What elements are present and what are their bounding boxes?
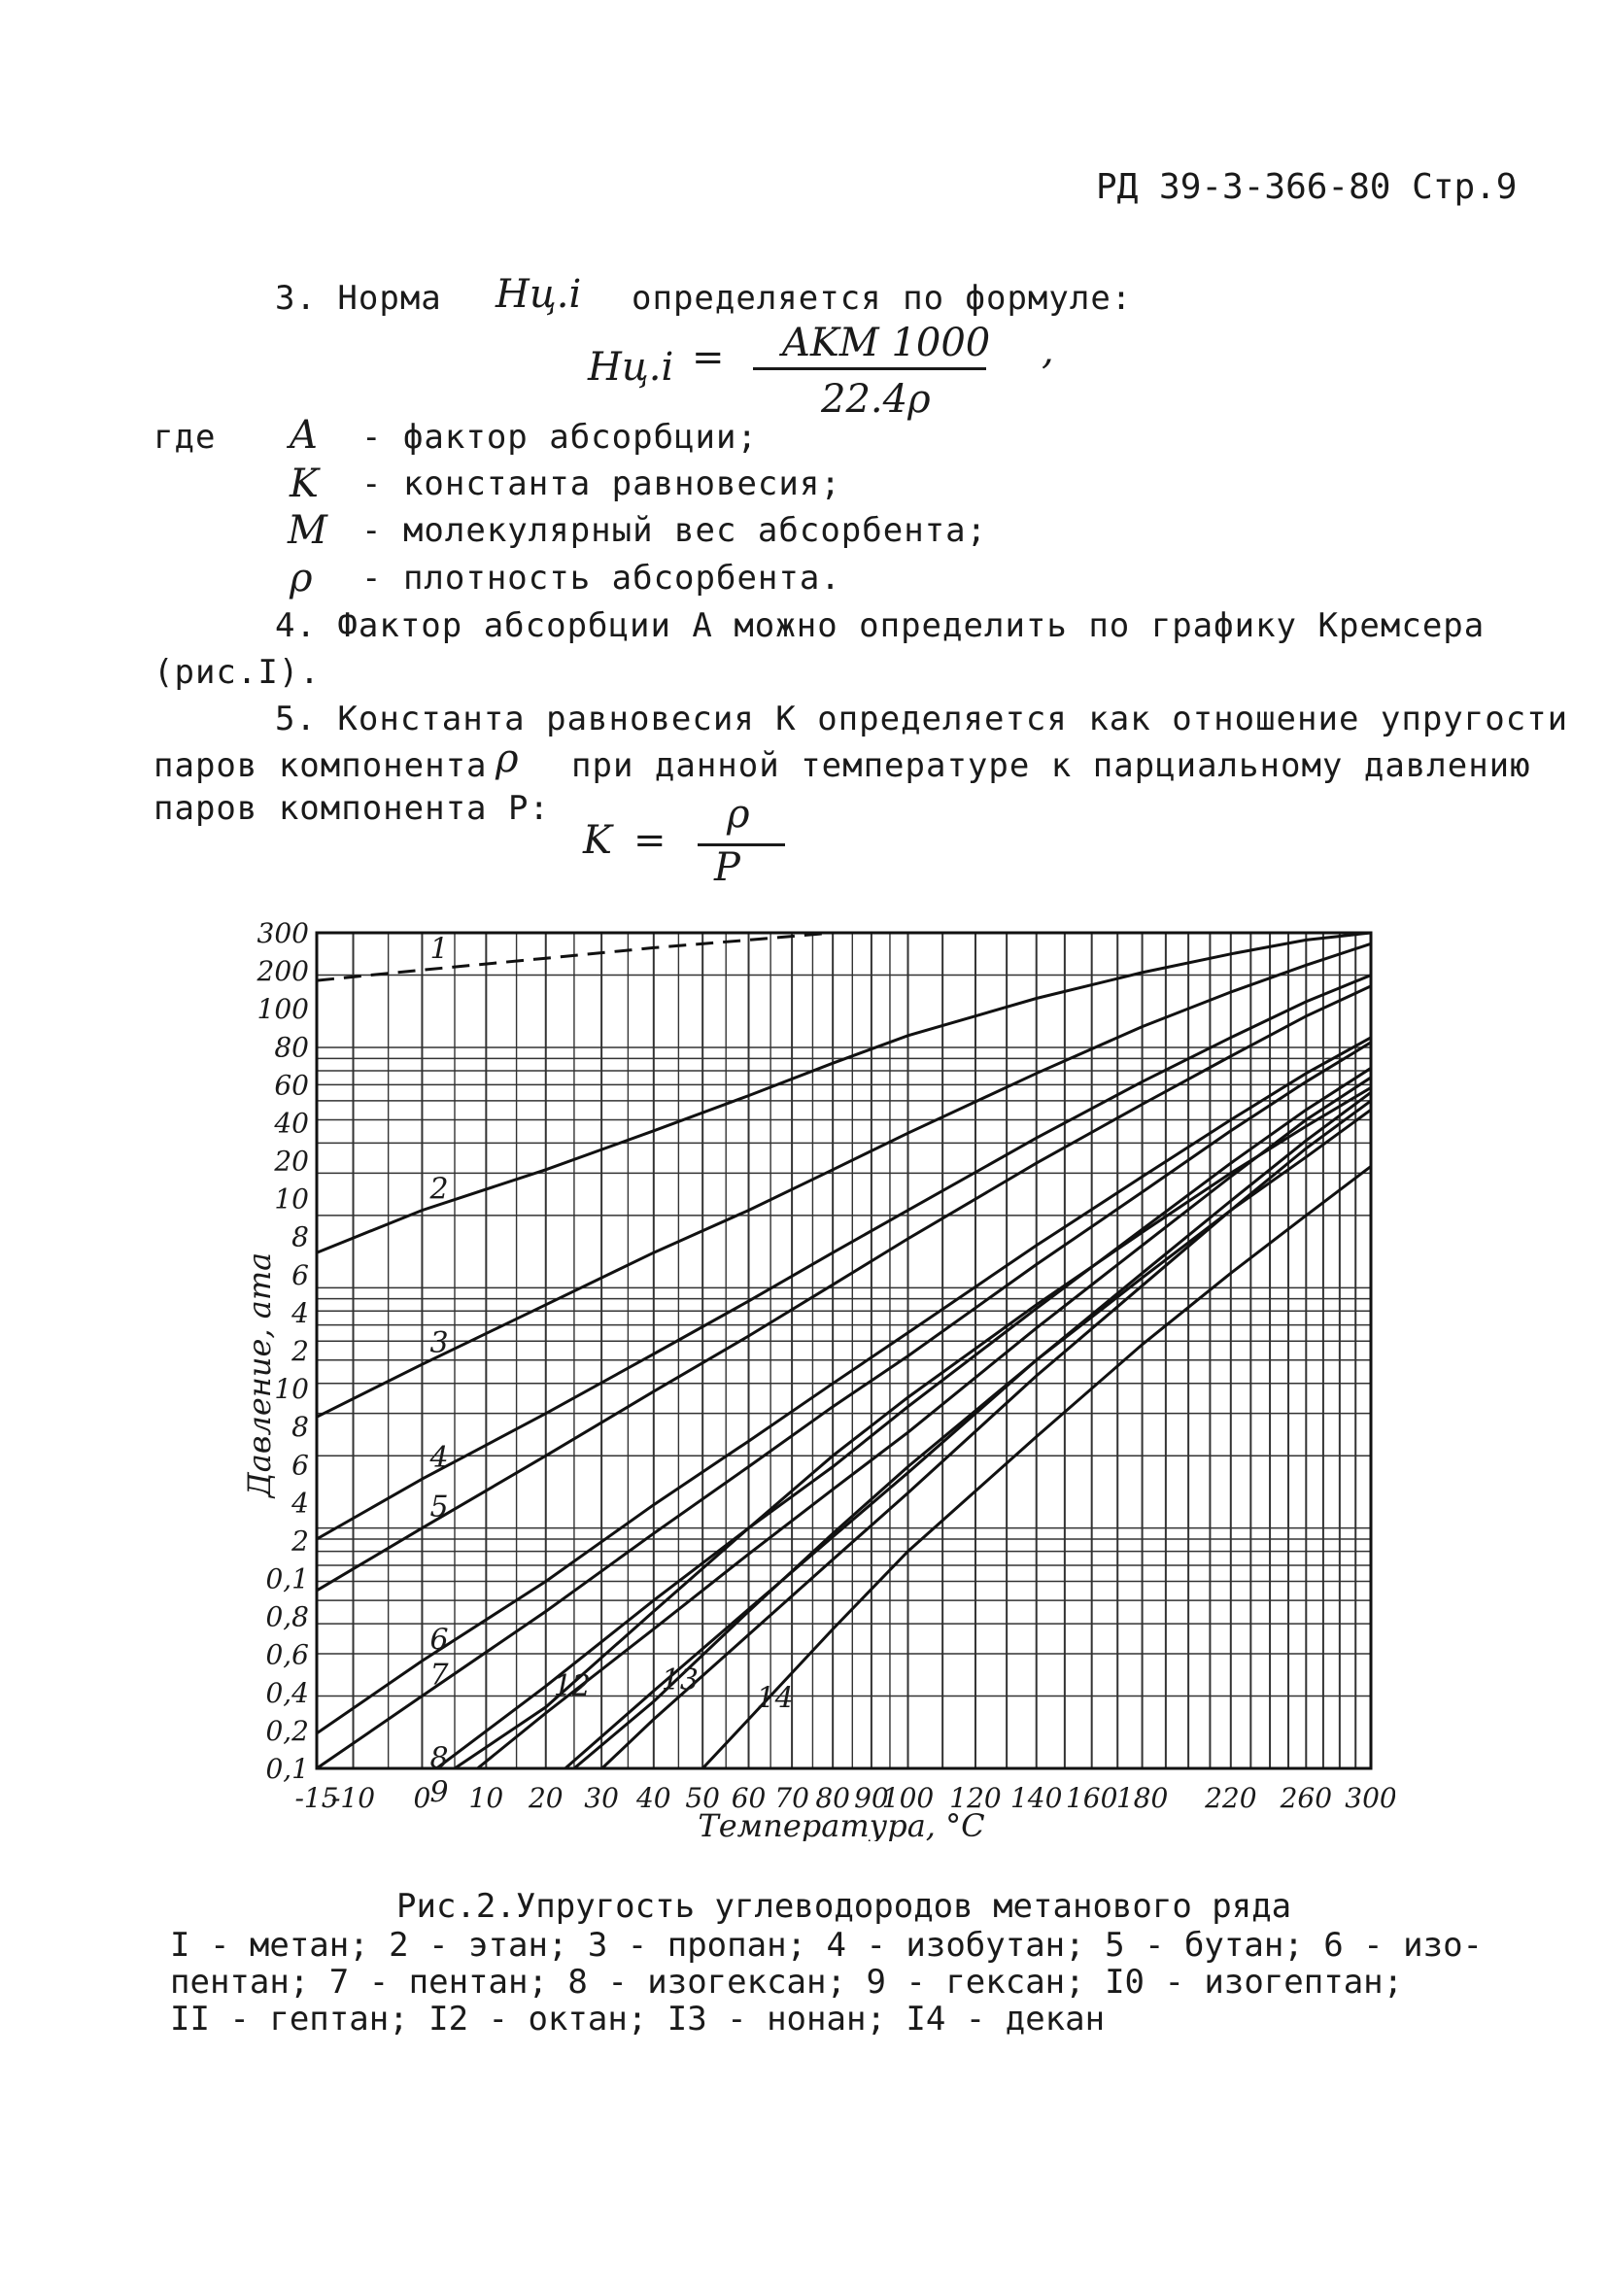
item5-rho-symbol: ρ xyxy=(496,737,519,781)
y-tick-label: 6 xyxy=(291,1258,309,1291)
y-tick-label: 2 xyxy=(291,1335,309,1367)
series-label-9: 9 xyxy=(429,1775,449,1810)
where-word: где xyxy=(154,418,217,457)
item3-tail: определяется по формуле: xyxy=(632,279,1133,318)
series-label-2: 2 xyxy=(429,1172,449,1207)
x-tick-label: 50 xyxy=(685,1782,720,1814)
item3-intro: 3. Норма xyxy=(275,279,442,318)
y-tick-label: 0,8 xyxy=(265,1600,309,1633)
formula2-lhs: K xyxy=(583,818,612,863)
series-label-7: 7 xyxy=(429,1658,449,1693)
y-tick-label: 300 xyxy=(256,918,309,949)
y-tick-label: 10 xyxy=(274,1373,309,1406)
formula1-numerator: AKM 1000 xyxy=(782,321,991,365)
x-tick-label: 100 xyxy=(881,1782,935,1814)
series-label-3: 3 xyxy=(429,1326,449,1361)
y-tick-label: 80 xyxy=(274,1031,309,1064)
x-tick-label: 20 xyxy=(528,1782,564,1814)
where-symbol-m: M xyxy=(288,508,327,553)
series-line-11 xyxy=(317,1101,1371,1841)
y-tick-label: 4 xyxy=(291,1487,309,1520)
item5-line1: 5. Константа равновесия K определяется как отношение упругости xyxy=(275,700,1569,738)
series-label-4: 4 xyxy=(429,1441,449,1476)
x-tick-label: 10 xyxy=(468,1782,504,1814)
y-tick-label: 0,4 xyxy=(265,1676,309,1709)
y-tick-label: 10 xyxy=(274,1182,309,1216)
caption-legend-line2: пентан; 7 - пентан; 8 - изогексан; 9 - гексан; I0 - изогептан; xyxy=(170,1963,1404,2002)
series-label-5: 5 xyxy=(429,1490,449,1525)
formula2-denominator: P xyxy=(714,845,740,890)
chart-y-axis-label: Давление, ата xyxy=(241,1251,278,1498)
y-tick-label: 60 xyxy=(274,1069,309,1102)
formula1-denominator: 22.4ρ xyxy=(821,377,931,422)
x-tick-label: 180 xyxy=(1115,1782,1169,1814)
where-symbol-a: A xyxy=(290,413,318,458)
x-tick-label: 260 xyxy=(1280,1782,1333,1814)
x-tick-label: 30 xyxy=(584,1782,619,1814)
chart-series-labels xyxy=(428,932,793,1841)
formula1-lhs: Hц.i xyxy=(588,345,674,390)
vapor-pressure-chart xyxy=(220,918,1395,1845)
x-tick-label: 300 xyxy=(1345,1782,1395,1814)
series-label-12: 12 xyxy=(553,1668,591,1703)
formula2-numerator: ρ xyxy=(727,792,750,837)
y-tick-label: 0,1 xyxy=(265,1753,309,1785)
y-tick-label: 0,1 xyxy=(265,1562,309,1595)
figure-caption-title: Рис.2.Упругость углеводородов метанового ряда xyxy=(396,1887,1292,1926)
x-tick-label: 0 xyxy=(413,1782,431,1814)
y-tick-label: 8 xyxy=(291,1411,309,1444)
item4-line2: (рис.I). xyxy=(154,653,321,692)
item4-line1: 4. Фактор абсорбции A можно определить по графику Кремсера xyxy=(275,606,1486,645)
chart-x-axis-label: Температура, °C xyxy=(698,1807,985,1841)
series-line-10 xyxy=(317,1092,1371,1841)
y-tick-label: 2 xyxy=(291,1525,309,1558)
x-tick-label: 60 xyxy=(731,1782,767,1814)
y-tick-label: 0,6 xyxy=(265,1638,309,1671)
x-tick-label: 40 xyxy=(635,1782,671,1814)
y-tick-label: 8 xyxy=(291,1220,309,1253)
formula2-fraction-bar xyxy=(698,843,785,846)
y-tick-label: 0,2 xyxy=(265,1714,309,1747)
x-tick-label: 220 xyxy=(1205,1782,1257,1814)
formula1-comma: , xyxy=(1042,328,1054,373)
item5-line3: паров компонента P: xyxy=(154,789,550,828)
where-symbol-k: K xyxy=(290,462,319,506)
caption-legend-line3: II - гептан; I2 - октан; I3 - нонан; I4 - декан xyxy=(170,2000,1106,2039)
where-text-k: - константа равновесия; xyxy=(361,464,841,503)
series-label-6: 6 xyxy=(429,1623,449,1658)
y-tick-label: 20 xyxy=(274,1145,309,1178)
series-label-1: 1 xyxy=(429,932,449,967)
x-tick-label: 80 xyxy=(815,1782,850,1814)
where-text-a: - фактор абсорбции; xyxy=(361,418,758,457)
x-tick-label: 90 xyxy=(854,1782,889,1814)
x-tick-label: 160 xyxy=(1065,1782,1118,1814)
item5-line2b: при данной температуре к парциальному давлению xyxy=(571,746,1531,785)
formula1-fraction-bar xyxy=(753,367,986,370)
y-tick-label: 100 xyxy=(256,993,309,1026)
series-label-14: 14 xyxy=(756,1681,794,1716)
chart-svg xyxy=(220,918,1395,1841)
series-label-8: 8 xyxy=(429,1741,449,1776)
y-tick-label: 200 xyxy=(256,955,309,988)
document-reference: РД 39-3-366-80 Стр.9 xyxy=(1096,167,1518,207)
y-tick-label: 6 xyxy=(291,1449,309,1482)
y-tick-label: 4 xyxy=(291,1296,309,1329)
x-tick-label: -10 xyxy=(330,1782,376,1814)
norm-symbol: Hц.i xyxy=(496,272,582,317)
x-tick-label: -15 xyxy=(294,1782,339,1814)
where-text-m: - молекулярный вес абсорбента; xyxy=(361,511,988,550)
chart-series xyxy=(317,933,1371,1841)
x-tick-label: 120 xyxy=(949,1782,1002,1814)
y-tick-label: 40 xyxy=(274,1107,309,1140)
formula1-eq: = xyxy=(692,335,725,380)
x-tick-label: 140 xyxy=(1009,1782,1063,1814)
series-line-7 xyxy=(317,1043,1371,1768)
x-tick-label: 70 xyxy=(774,1782,809,1814)
where-symbol-rho: ρ xyxy=(290,556,313,600)
where-text-rho: - плотность абсорбента. xyxy=(361,559,841,598)
series-line-3 xyxy=(317,943,1371,1417)
caption-legend-line1: I - метан; 2 - этан; 3 - пропан; 4 - изобутан; 5 - бутан; 6 - изо- xyxy=(170,1926,1484,1965)
series-label-13: 13 xyxy=(661,1663,699,1698)
series-line-2 xyxy=(317,933,1371,1252)
item5-line2a: паров компонента xyxy=(154,746,488,785)
formula2-eq: = xyxy=(633,818,667,863)
